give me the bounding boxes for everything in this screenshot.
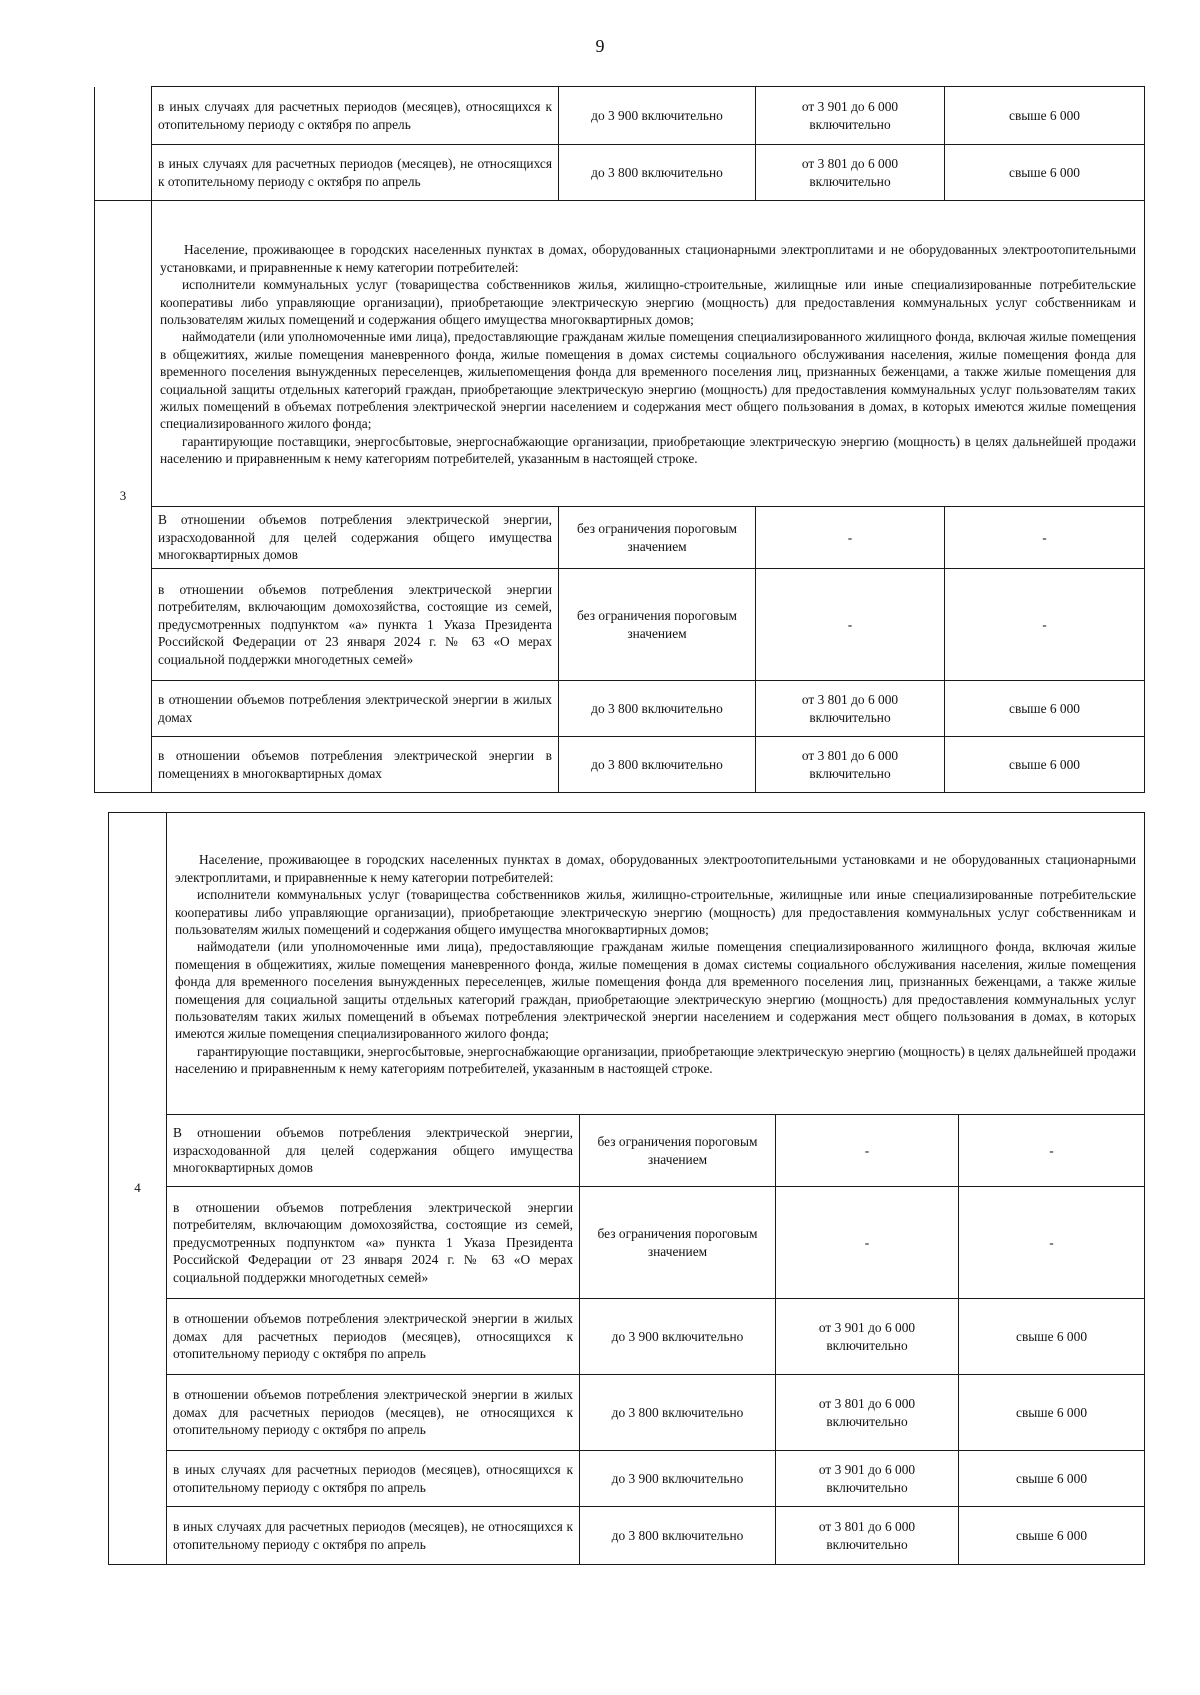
row-description: В отношении объемов потребления электрической энергии, израсходованной для целей содержания общего имущества многоквартирных домов bbox=[152, 507, 559, 569]
range-mid: - bbox=[776, 1187, 959, 1299]
category-description bbox=[167, 813, 1145, 1115]
table-row bbox=[95, 569, 1145, 681]
table-row bbox=[95, 145, 1145, 201]
table-row bbox=[109, 1507, 1145, 1565]
range-low: до 3 900 включительно bbox=[559, 87, 756, 145]
category-paragraph: гарантирующие поставщики, энергосбытовые, энергоснабжающие организации, приобретающие электрическую энергию (мощность) в целях дальнейшей продажи населению и приравненным к нему категориям потребителей, указанным в настоящей строке. bbox=[160, 433, 1136, 467]
range-low: до 3 800 включительно bbox=[559, 145, 756, 201]
range-low: до 3 800 включительно bbox=[559, 737, 756, 793]
table-row bbox=[109, 1115, 1145, 1187]
page-number: 9 bbox=[595, 36, 605, 56]
range-high: свыше 6 000 bbox=[945, 737, 1145, 793]
range-low: без ограничения пороговым значением bbox=[559, 507, 756, 569]
range-high: свыше 6 000 bbox=[959, 1299, 1145, 1375]
range-high: свыше 6 000 bbox=[945, 145, 1145, 201]
category-paragraph: исполнители коммунальных услуг (товарищества собственников жилья, жилищно-строительные, жилищные или иные специализированные потребительские кооперативы либо управляющие организации), приобретающие электрическую энергию (мощность) для предоставления коммунальных услуг собственникам и пользователям жилых помещений и содержания общего имущества многоквартирных домов; bbox=[160, 277, 1136, 327]
category-paragraph: исполнители коммунальных услуг (товарищества собственников жилья, жилищно-строительные, жилищные или иные специализированные потребительские кооперативы либо управляющие организации), приобретающие электрическую энергию (мощность) для предоставления коммунальных услуг собственникам и пользователям жилых помещений и содержания общего имущества многоквартирных домов; bbox=[175, 887, 1137, 937]
row-number-cell bbox=[95, 87, 152, 201]
tariff-table-block-3 bbox=[94, 200, 1145, 793]
range-low: до 3 800 включительно bbox=[580, 1375, 776, 1451]
range-mid: - bbox=[756, 569, 945, 681]
row-description: в иных случаях для расчетных периодов (месяцев), относящихся к отопительному периоду с октября по апрель bbox=[152, 87, 559, 145]
row-description: в иных случаях для расчетных периодов (месяцев), не относящихся к отопительному периоду с октября по апрель bbox=[167, 1507, 580, 1565]
row-number: 3 bbox=[95, 201, 152, 793]
row-description: В отношении объемов потребления электрической энергии, израсходованной для целей содержания общего имущества многоквартирных домов bbox=[167, 1115, 580, 1187]
row-description: в иных случаях для расчетных периодов (месяцев), не относящихся к отопительному периоду с октября по апрель bbox=[152, 145, 559, 201]
table-row bbox=[95, 681, 1145, 737]
range-high: свыше 6 000 bbox=[945, 87, 1145, 145]
range-high: свыше 6 000 bbox=[959, 1507, 1145, 1565]
range-high: свыше 6 000 bbox=[959, 1375, 1145, 1451]
row-description: в отношении объемов потребления электрической энергии в помещениях в многоквартирных домах bbox=[152, 737, 559, 793]
range-mid: от 3 801 до 6 000 включительно bbox=[776, 1375, 959, 1451]
range-low: без ограничения пороговым значением bbox=[559, 569, 756, 681]
range-low: до 3 800 включительно bbox=[580, 1507, 776, 1565]
range-low: до 3 900 включительно bbox=[580, 1299, 776, 1375]
range-low: без ограничения пороговым значением bbox=[580, 1115, 776, 1187]
row-description: в отношении объемов потребления электрической энергии потребителям, включающим домохозяйства, состоящие из семей, предусмотренных подпунктом «а» пункта 1 Указа Президента Российской Федерации от 23 января 2024 г. № 63 «О мерах социальной поддержки многодетных семей» bbox=[167, 1187, 580, 1299]
row-description: в отношении объемов потребления электрической энергии в жилых домах для расчетных периодов (месяцев), относящихся к отопительному периоду с октября по апрель bbox=[167, 1299, 580, 1375]
range-low: без ограничения пороговым значением bbox=[580, 1187, 776, 1299]
range-mid: от 3 801 до 6 000 включительно bbox=[756, 145, 945, 201]
range-mid: от 3 801 до 6 000 включительно bbox=[756, 681, 945, 737]
table-row bbox=[109, 1299, 1145, 1375]
table-row bbox=[95, 507, 1145, 569]
category-paragraph: наймодатели (или уполномоченные ими лица), предоставляющие гражданам жилые помещения специализированного жилищного фонда, включая жилые помещения в общежитиях, жилые помещения маневренного фонда, жилые помещения в домах системы социального обслуживания населения, жилые помещения фонда для временного поселения вынужденных переселенцев, жилые помещения фонда для временного поселения лиц, признанных беженцами, а также жилые помещения для социальной защиты отдельных категорий граждан, приобретающие электрическую энергию (мощность) для предоставления коммунальных услуг пользователям таких жилых помещений в объемах потребления электрической энергии населением и содержания мест общего пользования в домах, в которых имеются жилые помещения специализированного жилого фонда; bbox=[175, 939, 1137, 1042]
category-paragraph: гарантирующие поставщики, энергосбытовые, энергоснабжающие организации, приобретающие электрическую энергию (мощность) в целях дальнейшей продажи населению и приравненным к нему категориям потребителей, указанным в настоящей строке. bbox=[175, 1043, 1137, 1077]
range-high: свыше 6 000 bbox=[959, 1451, 1145, 1507]
tariff-table-block-4 bbox=[108, 812, 1145, 1565]
range-mid: от 3 901 до 6 000 включительно bbox=[756, 87, 945, 145]
table-row bbox=[109, 1375, 1145, 1451]
range-mid: - bbox=[776, 1115, 959, 1187]
row-description: в отношении объемов потребления электрической энергии в жилых домах для расчетных периодов (месяцев), не относящихся к отопительному периоду с октября по апрель bbox=[167, 1375, 580, 1451]
category-paragraph: наймодатели (или уполномоченные ими лица), предоставляющие гражданам жилые помещения специализированного жилищного фонда, включая жилые помещения в общежитиях, жилые помещения маневренного фонда, жилые помещения в домах системы социального обслуживания населения, жилые помещения фонда для временного поселения вынужденных переселенцев, жилыепомещения фонда для временного поселения лиц, признанных беженцами, а также жилые помещения для социальной защиты отдельных категорий граждан, приобретающие электрическую энергию (мощность) для предоставления коммунальных услуг пользователям таких жилых помещений в объемах потребления электрической энергии населением и содержания мест общего пользования в домах, в которых имеются жилые помещения специализированного жилого фонда; bbox=[160, 329, 1136, 432]
category-paragraph: Население, проживающее в городских населенных пунктах в домах, оборудованных стационарными электроплитами и не оборудованных электроотопительными установками, и приравненные к нему категории потребителей: bbox=[160, 242, 1136, 275]
range-high: - bbox=[959, 1115, 1145, 1187]
table-row bbox=[109, 1451, 1145, 1507]
category-paragraph: Население, проживающее в городских населенных пунктах в домах, оборудованных электроотопительными установками и не оборудованных стационарными электроплитами, и приравненные к нему категории потребителей: bbox=[175, 852, 1137, 885]
table-row bbox=[109, 1187, 1145, 1299]
range-low: до 3 800 включительно bbox=[559, 681, 756, 737]
row-description: в иных случаях для расчетных периодов (месяцев), относящихся к отопительному периоду с октября по апрель bbox=[167, 1451, 580, 1507]
range-mid: от 3 801 до 6 000 включительно bbox=[756, 737, 945, 793]
range-mid: от 3 901 до 6 000 включительно bbox=[776, 1451, 959, 1507]
tariff-table-top bbox=[94, 86, 1145, 201]
range-high: - bbox=[959, 1187, 1145, 1299]
row-description: в отношении объемов потребления электрической энергии в жилых домах bbox=[152, 681, 559, 737]
range-mid: от 3 801 до 6 000 включительно bbox=[776, 1507, 959, 1565]
row-number: 4 bbox=[109, 813, 167, 1565]
table-row bbox=[95, 87, 1145, 145]
row-description: в отношении объемов потребления электрической энергии потребителям, включающим домохозяйства, состоящие из семей, предусмотренных подпунктом «а» пункта 1 Указа Президента Российской Федерации от 23 января 2024 г. № 63 «О мерах социальной поддержки многодетных семей» bbox=[152, 569, 559, 681]
category-description bbox=[152, 201, 1145, 507]
range-mid: от 3 901 до 6 000 включительно bbox=[776, 1299, 959, 1375]
range-high: свыше 6 000 bbox=[945, 681, 1145, 737]
range-high: - bbox=[945, 507, 1145, 569]
range-low: до 3 900 включительно bbox=[580, 1451, 776, 1507]
table-row bbox=[95, 737, 1145, 793]
range-mid: - bbox=[756, 507, 945, 569]
range-high: - bbox=[945, 569, 1145, 681]
